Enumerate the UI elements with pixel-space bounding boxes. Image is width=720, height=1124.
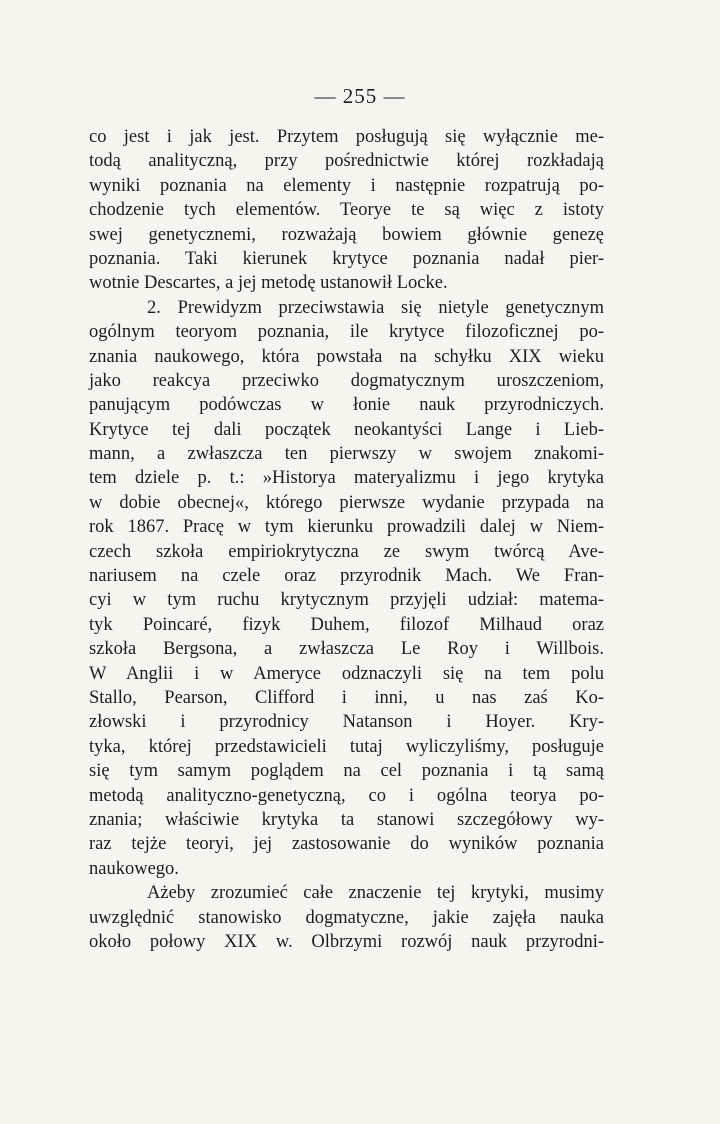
text-line: panującym podówczas w łonie nauk przyrodniczych. (89, 395, 604, 416)
text-line: W Anglii i w Ameryce odznaczyli się na tem polu (89, 663, 604, 684)
text-line: ogólnym teoryom poznania, ile krytyce filozoficznej po- (89, 322, 604, 343)
text-line: się tym samym poglądem na cel poznania i tą samą (89, 761, 604, 782)
text-line: todą analityczną, przy pośrednictwie której rozkładają (89, 151, 604, 172)
text-line: wyniki poznania na elementy i następnie rozpatrują po- (89, 175, 604, 196)
text-line: jako reakcya przeciwko dogmatycznym uroszczeniom, (89, 370, 604, 391)
text-line: znania naukowego, która powstała na schyłku XIX wieku (89, 346, 604, 367)
page-number: — 255 — (314, 84, 406, 108)
text-line: złowski i przyrodnicy Natanson i Hoyer. Kry- (89, 712, 604, 733)
text-line: nariusem na czele oraz przyrodnik Mach. We Fran- (89, 566, 604, 587)
text-line: Stallo, Pearson, Clifford i inni, u nas zaś Ko- (89, 687, 604, 708)
text-line: tem dziele p. t.: »Historya materyalizmu i jego krytyka (89, 468, 604, 489)
text-line: Krytyce tej dali początek neokantyści Lange i Lieb- (89, 419, 604, 440)
text-line: wotnie Descartes, a jej metodę ustanowił Locke. (89, 273, 448, 294)
text-line: swej genetycznemi, rozważają bowiem głównie genezę (89, 224, 604, 245)
text-line: chodzenie tych elementów. Teorye te są więc z istoty (89, 200, 604, 221)
text-line: uwzględnić stanowisko dogmatyczne, jakie zajęła nauka (89, 907, 604, 928)
text-line: 2. Prewidyzm przeciwstawia się nietyle genetycznym (147, 297, 604, 318)
text-line: w dobie obecnej«, którego pierwsze wydanie przypada na (89, 492, 604, 513)
text-line: rok 1867. Pracę w tym kierunku prowadzili dalej w Niem- (89, 517, 604, 538)
text-line: co jest i jak jest. Przytem posługują się wyłącznie me- (89, 127, 604, 147)
body-text (89, 125, 604, 954)
text-line: mann, a zwłaszcza ten pierwszy w swojem znakomi- (89, 444, 604, 465)
text-line: cyi w tym ruchu krytycznym przyjęli udział: matema- (89, 590, 604, 611)
text-line: czech szkoła empiriokrytyczna ze swym twórcą Ave- (89, 541, 604, 562)
text-line: naukowego. (89, 858, 179, 879)
text-line: tyk Poincaré, fizyk Duhem, filozof Milhaud oraz (89, 614, 604, 635)
text-line: poznania. Taki kierunek krytyce poznania nadał pier- (89, 248, 604, 269)
text-line: raz tejże teoryi, jej zastosowanie do wyników poznania (89, 834, 604, 855)
text-line: tyka, której przedstawicieli tutaj wyliczyliśmy, posługuje (89, 736, 604, 757)
text-line: Ażeby zrozumieć całe znaczenie tej krytyki, musimy (147, 883, 604, 904)
text-line: szkoła Bergsona, a zwłaszcza Le Roy i Willbois. (89, 639, 604, 660)
text-line: metodą analityczno-genetyczną, co i ogólna teorya po- (89, 785, 604, 806)
text-line: około połowy XIX w. Olbrzymi rozwój nauk przyrodni- (89, 931, 604, 952)
text-line: znania; właściwie krytyka ta stanowi szczegółowy wy- (89, 809, 604, 830)
